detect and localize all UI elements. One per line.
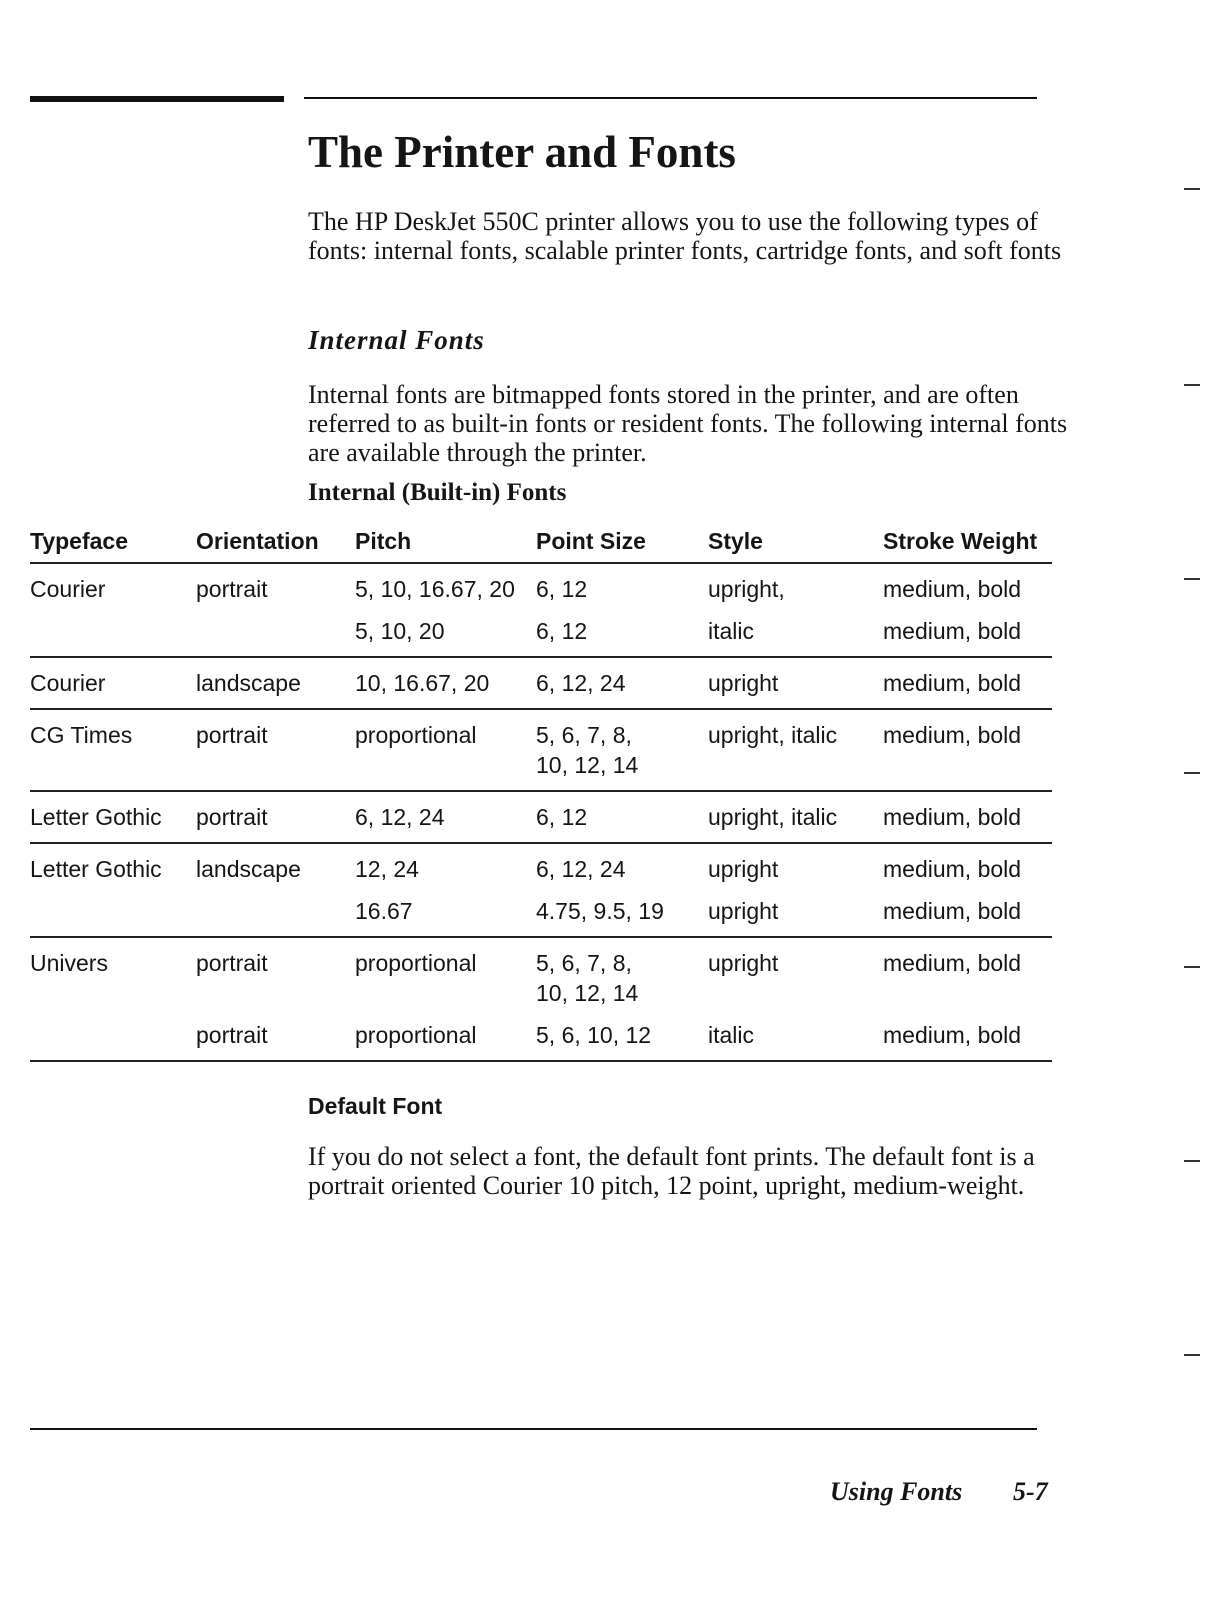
- cell-style: upright: [708, 657, 883, 709]
- header-point-size: Point Size: [536, 520, 708, 563]
- intro-paragraph: The HP DeskJet 550C printer allows you to use the following types of fonts: internal fonts, scalable printer fonts, cartridge fonts, and soft fonts: [308, 207, 1062, 265]
- table-body: [30, 563, 1052, 1061]
- cell-style: italic: [708, 1018, 883, 1061]
- edge-mark: [1184, 966, 1200, 968]
- table-row: [30, 1018, 1052, 1061]
- bottom-rule: [30, 1428, 1037, 1430]
- cell-typeface: [30, 1018, 196, 1061]
- edge-mark: [1184, 188, 1200, 190]
- cell-pitch: 12, 24: [355, 856, 419, 882]
- table-row: [30, 894, 1052, 937]
- table-row: [30, 709, 1052, 791]
- page-title: The Printer and Fonts: [308, 127, 736, 177]
- cell-typeface: [30, 614, 196, 657]
- cell-style: italic: [708, 614, 883, 657]
- table-row: [30, 614, 1052, 657]
- default-font-heading: Default Font: [308, 1093, 443, 1119]
- internal-fonts-paragraph: Internal fonts are bitmapped fonts stored in the printer, and are often referred to as built-in fonts or resident fonts. The following internal fonts are available through the printer.: [308, 380, 1068, 467]
- edge-mark: [1184, 772, 1200, 774]
- edge-mark: [1184, 384, 1200, 386]
- cell-typeface: Univers: [30, 950, 108, 976]
- header-typeface: Typeface: [30, 520, 196, 563]
- header-stroke-weight: Stroke Weight: [883, 520, 1052, 563]
- internal-fonts-subheading: Internal Fonts: [308, 325, 485, 355]
- cell-typeface: Courier: [30, 657, 196, 709]
- cell-style: upright: [708, 856, 779, 882]
- top-thick-rule: [30, 96, 284, 102]
- cell-pitch: proportional: [355, 709, 536, 791]
- table-row: [30, 563, 1052, 614]
- edge-mark: [1184, 1160, 1200, 1162]
- cell-point-size: 5, 6, 7, 8, 10, 12, 14: [536, 709, 708, 791]
- table-row: [30, 791, 1052, 843]
- cell-point-size: 5, 6, 10, 12: [536, 1018, 708, 1061]
- cell-stroke-weight: medium, bold: [883, 657, 1052, 709]
- edge-mark: [1184, 1354, 1200, 1356]
- cell-pitch: 5, 10, 20: [355, 614, 536, 657]
- cell-stroke-weight: medium, bold: [883, 576, 1022, 602]
- cell-style: upright: [708, 950, 779, 976]
- cell-point-size: 6, 12: [536, 614, 708, 657]
- cell-pitch: 5, 10, 16.67, 20: [355, 576, 515, 602]
- cell-stroke-weight: medium, bold: [883, 1018, 1052, 1061]
- cell-point-size: 6, 12, 24: [536, 856, 626, 882]
- table-row: [30, 657, 1052, 709]
- cell-pitch: 6, 12, 24: [355, 791, 536, 843]
- cell-orientation: portrait: [196, 791, 355, 843]
- cell-point-size: 5, 6, 7, 8, 10, 12, 14: [536, 950, 639, 1006]
- cell-point-size: 6, 12, 24: [536, 657, 708, 709]
- table-row: [30, 937, 1052, 1018]
- cell-orientation: portrait: [196, 709, 355, 791]
- header-style: Style: [708, 520, 883, 563]
- cell-style: upright, italic: [708, 709, 883, 791]
- cell-stroke-weight: medium, bold: [883, 856, 1022, 882]
- cell-point-size: 6, 12: [536, 791, 708, 843]
- cell-stroke-weight: medium, bold: [883, 950, 1022, 976]
- edge-mark: [1184, 578, 1200, 580]
- internal-fonts-table: [30, 520, 1052, 1062]
- cell-style: upright: [708, 894, 883, 937]
- cell-point-size: 6, 12: [536, 576, 588, 602]
- table-row: [30, 843, 1052, 894]
- cell-orientation: landscape: [196, 657, 355, 709]
- cell-orientation: landscape: [196, 856, 301, 882]
- cell-orientation: portrait: [196, 576, 268, 602]
- header-orientation: Orientation: [196, 520, 355, 563]
- cell-pitch: proportional: [355, 950, 477, 976]
- cell-pitch: 10, 16.67, 20: [355, 657, 536, 709]
- cell-typeface: [30, 894, 196, 937]
- table-caption: Internal (Built-in) Fonts: [308, 479, 567, 506]
- table-header-row: [30, 520, 1052, 563]
- cell-pitch: proportional: [355, 1018, 536, 1061]
- cell-stroke-weight: medium, bold: [883, 791, 1052, 843]
- cell-orientation: [196, 614, 355, 657]
- cell-orientation: portrait: [196, 950, 268, 976]
- cell-stroke-weight: medium, bold: [883, 709, 1052, 791]
- cell-typeface: CG Times: [30, 709, 196, 791]
- cell-point-size: 4.75, 9.5, 19: [536, 894, 708, 937]
- footer-section-title: Using Fonts: [830, 1477, 963, 1506]
- cell-orientation: [196, 894, 355, 937]
- footer-page-number: 5-7: [1013, 1477, 1048, 1506]
- default-font-paragraph: If you do not select a font, the default font prints. The default font is a portrait oriented Courier 10 pitch, 12 point, upright, medium-weight.: [308, 1142, 1035, 1200]
- cell-orientation: portrait: [196, 1018, 355, 1061]
- cell-style: upright, italic: [708, 791, 883, 843]
- cell-typeface: Courier: [30, 576, 106, 602]
- cell-typeface: Letter Gothic: [30, 856, 162, 882]
- top-thin-rule: [304, 97, 1037, 99]
- cell-pitch: 16.67: [355, 894, 536, 937]
- cell-stroke-weight: medium, bold: [883, 894, 1052, 937]
- cell-stroke-weight: medium, bold: [883, 614, 1052, 657]
- header-pitch: Pitch: [355, 520, 536, 563]
- cell-style: upright,: [708, 576, 785, 602]
- cell-typeface: Letter Gothic: [30, 791, 196, 843]
